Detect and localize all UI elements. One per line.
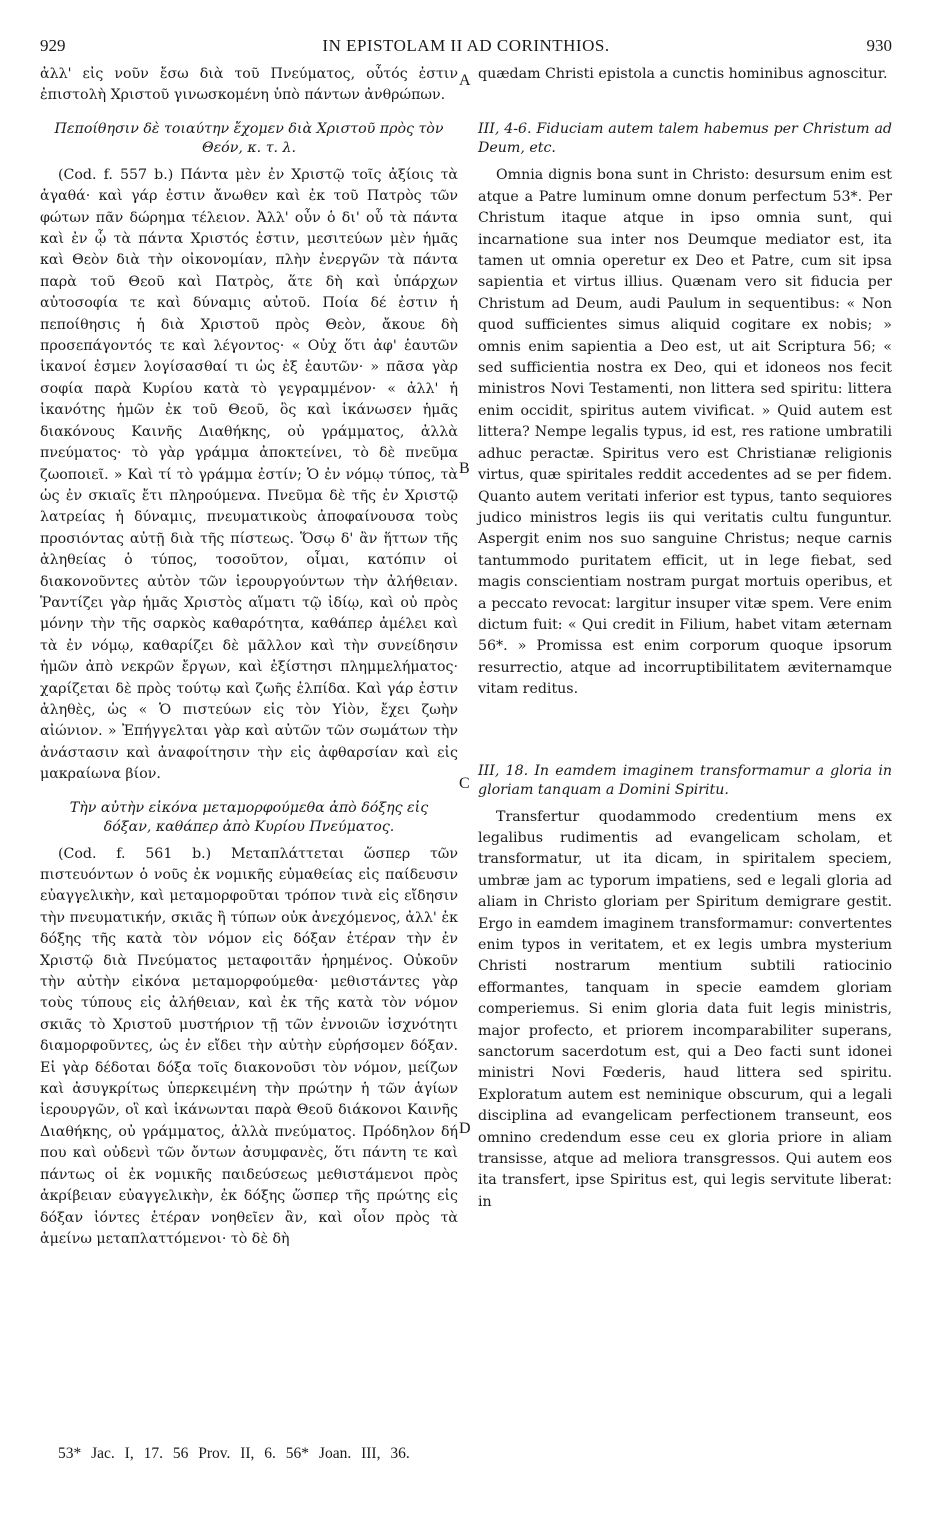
margin-marker-b: B <box>459 460 470 477</box>
latin-paragraph-intro: quædam Christi epistola a cunctis hominibus agnoscitur. <box>478 66 888 82</box>
latin-section-heading-1: III, 4-6. Fiduciam autem talem habemus per Christum ad Deum, etc. <box>478 121 892 157</box>
latin-section-heading-2: III, 18. In eamdem imaginem transformamur a gloria in gloriam tanquam a Domini Spiritu. <box>478 762 892 798</box>
margin-marker-c: C <box>459 775 470 792</box>
margin-marker-a: A <box>459 72 471 89</box>
margin-marker-d: D <box>459 1120 471 1137</box>
running-header <box>40 36 892 60</box>
page-number-right: 930 <box>866 36 892 55</box>
latin-paragraph-1: Omnia dignis bona sunt in Christo: desursum enim est atque a Patre luminum omne donum perfectum 53*. Per Christum itaque atque in ipso omnia sunt, qui incarnatione sua inter nos Deumque mediator est, ita tamen ut omnia operetur ex Deo et Patre, cum sit ipsa sapientia et virtus illius. Quænam vero sit fiducia per Christum ad Deum, audi Paulum in sequentibus: « Non quod sufficientes simus aliquid cogitare ex nobis; » omnis enim sapientia a Deo est, ut ait Scriptura 56; « sed sufficientia nostra ex Deo, qui et idoneos nos fecit ministros Novi Testamenti, non littera sed spiritu: littera enim occidit, spiritus autem vivificat. » Quid autem est littera? Nempe legalis typus, id est, res ratione umbratili adhuc peractæ. Spiritus vero est Christianæ religionis virtus, quæ spiritales reddit accedentes ad se per fidem. Quanto autem veritati inferior est typus, tanto sequiores judico ministros legis iis qui veritatis cultu funguntur. Aspergit enim nos suo sanguine Christus; neque carnis tantummodo puritatem efficit, ut in lege fiebat, sed magis conscientiam nostram purgat mortuis operibus, et a peccato revocat: largitur insuper vitæ spem. Vere enim dictum fuit: « Qui credit in Filium, habet vitam æternam 56*. » Promissa est enim corporum quoque ipsorum resurrectio, atque ad incorruptibilitatem æviternamque vitam reditus. <box>478 167 892 698</box>
greek-section-heading-1: Πεποίθησιν δὲ τοιαύτην ἔχομεν διὰ Χριστοῦ πρὸς τὸν Θεόν, κ. τ. λ. <box>54 120 444 156</box>
latin-column <box>478 64 892 1213</box>
latin-paragraph-2: Transfertur quodammodo credentium mens ex legalibus rudimentis ad evangelicam scholam, et transformatur, ut ita dicam, in spiritalem speciem, umbræ jam ac typorum impatiens, sed e legali gloria ad aliam in Christo gloriam per Spiritum demigrare gestit. Ergo in eamdem imaginem transformamur: convertentes enim typos in veritatem, et ex legis umbra mysterium Christi nostrarum mentium subtili ratiocinio efformantes, tanquam in specie eamdem gloriam comperiemus. Si enim gloria data fuit legis ministris, major profecto, et priorem incomparabiliter superans, sanctorum sacerdotum est, qui a Deo facti sunt idonei ministri Novi Fœderis, haud littera sed spiritu. Exploratum autem est neminique obscurum, qui a legali disciplina ad evangelicam perfectionem transeunt, eos omnino credendum esse ceu ex gloria priore in aliam transisse, atque ad meliora transgressos. Qui autem eos ita transfert, ipse Spiritus est, qui legis servitute liberat: in <box>478 808 892 1210</box>
running-title: IN EPISTOLAM II AD CORINTHIOS. <box>322 36 610 55</box>
greek-section-heading-2: Τὴν αὐτὴν εἰκόνα μεταμορφούμεθα ἀπὸ δόξης εἰς δόξαν, καθάπερ ἀπὸ Κυρίου Πνεύματος. <box>69 799 429 835</box>
greek-column <box>40 64 458 1250</box>
greek-paragraph-1: (Cod. f. 557 b.) Πάντα μὲν ἐν Χριστῷ τοῖς ἀξίοις τὰ ἀγαθά· καὶ γάρ ἐστιν ἄνωθεν καὶ ἐκ τοῦ Πατρὸς τῶν φώτων πᾶν δώρημα τέλειον. Ἀλλ' οὖν ὁ δι' οὗ τὰ πάντα καὶ ἐν ᾧ τὰ πάντα Χριστός ἐστιν, μεσιτεύων μὲν ἡμᾶς καὶ Θεὸν διὰ τὴν οἰκονομίαν, πλὴν ἐνεργῶν τὰ πάντα παρὰ τοῦ Θεοῦ καὶ Πατρὸς, ἅτε δὴ καὶ ὑπάρχων αὐτοσοφία τε καὶ δύναμις αὐτοῦ. Ποία δέ ἐστιν ἡ πεποίθησις ἡ διὰ Χριστοῦ πρὸς Θεὸν, ἄκουε δὴ προσεπάγοντός τε καὶ λέγοντος· « Οὐχ ὅτι ἀφ' ἑαυτῶν ἱκανοί ἐσμεν λογίσασθαί τι ὡς ἐξ ἑαυτῶν· » πᾶσα γὰρ σοφία παρὰ Κυρίου κατὰ τὸ γεγραμμένον· « ἀλλ' ἡ ἱκανότης ἡμῶν ἐκ τοῦ Θεοῦ, ὃς καὶ ἱκάνωσεν ἡμᾶς διακόνους Καινῆς Διαθήκης, οὐ γράμματος, ἀλλὰ πνεύματος· τὸ γὰρ γράμμα ἀποκτείνει, τὸ δὲ πνεῦμα ζωοποιεῖ. » Καὶ τί τὸ γράμμα ἐστίν; Ὁ ἐν νόμῳ τύπος, τὰ ὡς ἐν σκιαῖς ἔτι πληρούμενα. Πνεῦμα δὲ τῆς ἐν Χριστῷ λατρείας ἡ δύναμις, πνευματικοὺς ἀποφαίνουσα τοὺς προσιόντας αὐτῇ διὰ τῆς πίστεως. Ὅσῳ δ' ἂν ἥττων τῆς ἀληθείας ὁ τύπος, τοσοῦτον, οἶμαι, κατόπιν οἱ διακονοῦντες αὐτὸν τῶν ἱερουργούντων τὴν ἀλήθειαν. Ῥαντίζει γὰρ ἡμᾶς Χριστὸς αἵματι τῷ ἰδίῳ, καὶ οὐ πρὸς μόνην τὴν τῆς σαρκὸς καθαρότητα, καθάπερ ἀμέλει καὶ τὰ ἐν νόμῳ, καθαρίζει δὲ μᾶλλον καὶ τὴν συνείδησιν ἡμῶν ἀπὸ νεκρῶν ἔργων, καὶ ἐξίστησι πλημμελήματος· χαρίζεται δὲ πρὸς τούτῳ καὶ ζωῆς ἐλπίδα. Καὶ γάρ ἐστιν ἀληθὲς, ὡς « Ὁ πιστεύων εἰς τὸν Υἱὸν, ἔχει ζωὴν αἰώνιον. » Ἐπήγγελται γὰρ καὶ αὐτῶν τῶν σωμάτων τὴν ἀνάστασιν καὶ ἀναφοίτησιν τὴν εἰς ἀφθαρσίαν καὶ εἰς μακραίωνα βίον. <box>40 166 458 783</box>
footnotes: 53* Jac. I, 17. 56 Prov. II, 6. 56* Joan. III, 36. <box>58 1445 410 1462</box>
page-number-left: 929 <box>40 36 66 55</box>
greek-paragraph-intro: ἀλλ' εἰς νοῦν ἔσω διὰ τοῦ Πνεύματος, οὗτός ἐστιν ἐπιστολὴ Χριστοῦ γινωσκομένη ὑπὸ πάντων ἀνθρώπων. <box>40 66 458 104</box>
greek-paragraph-2: (Cod. f. 561 b.) Μεταπλάττεται ὥσπερ τῶν πιστευόντων ὁ νοῦς ἐκ νομικῆς εὐμαθείας εἰς παίδευσιν εὐαγγελικὴν, καὶ μεταμορφοῦται τρόπον τινὰ εἰς εἴδησιν τὴν πνευματικήν, σκιᾶς ἢ τύπων οὐκ ἀνεχόμενος, ἀλλ' ἐκ δόξης τῆς κατὰ τὸν νόμον εἰς δόξαν ἑτέραν τὴν ἐν Χριστῷ διὰ Πνεύματος μεταφοιτᾶν ἡρημένος. Οὐκοῦν τὴν αὐτὴν εἰκόνα μεταμορφούμεθα· μεθιστάντες γὰρ τοὺς τύπους εἰς ἀλήθειαν, καὶ ἐκ τῆς κατὰ τὸν νόμον σκιᾶς τὸ Χριστοῦ μυστήριον τῇ τῶν ἐννοιῶν ἰσχνότητι διαμορφοῦντες, ὡς ἐν εἴδει τὴν αὐτὴν εὑρήσομεν δόξαν. Εἰ γὰρ δέδοται δόξα τοῖς διακονοῦσι τὸν νόμον, μείζων καὶ ἀσυγκρίτως ὑπερκειμένη τὴν πρώτην ἡ τῶν ἁγίων ἱερουργῶν, οἳ καὶ ἱκάνωνται παρὰ Θεοῦ διάκονοι Καινῆς Διαθήκης, οὐ γράμματος, ἀλλὰ πνεύματος. Πρόδηλον δή που καὶ οὐδενὶ τῶν ὄντων ἀσυμφανὲς, ὅτι πάντη τε καὶ πάντως οἱ ἐκ νομικῆς παιδεύσεως μεθιστάμενοι πρὸς ἀκρίβειαν εὐαγγελικὴν, ἐκ δόξης ὥσπερ τῆς πρώτης εἰς δόξαν ἰόντες ἑτέραν νοηθεῖεν ἂν, καὶ οἷον πρὸς τὰ ἀμείνω μεταπλαττόμενοι· τὸ δὲ δὴ <box>40 845 458 1247</box>
